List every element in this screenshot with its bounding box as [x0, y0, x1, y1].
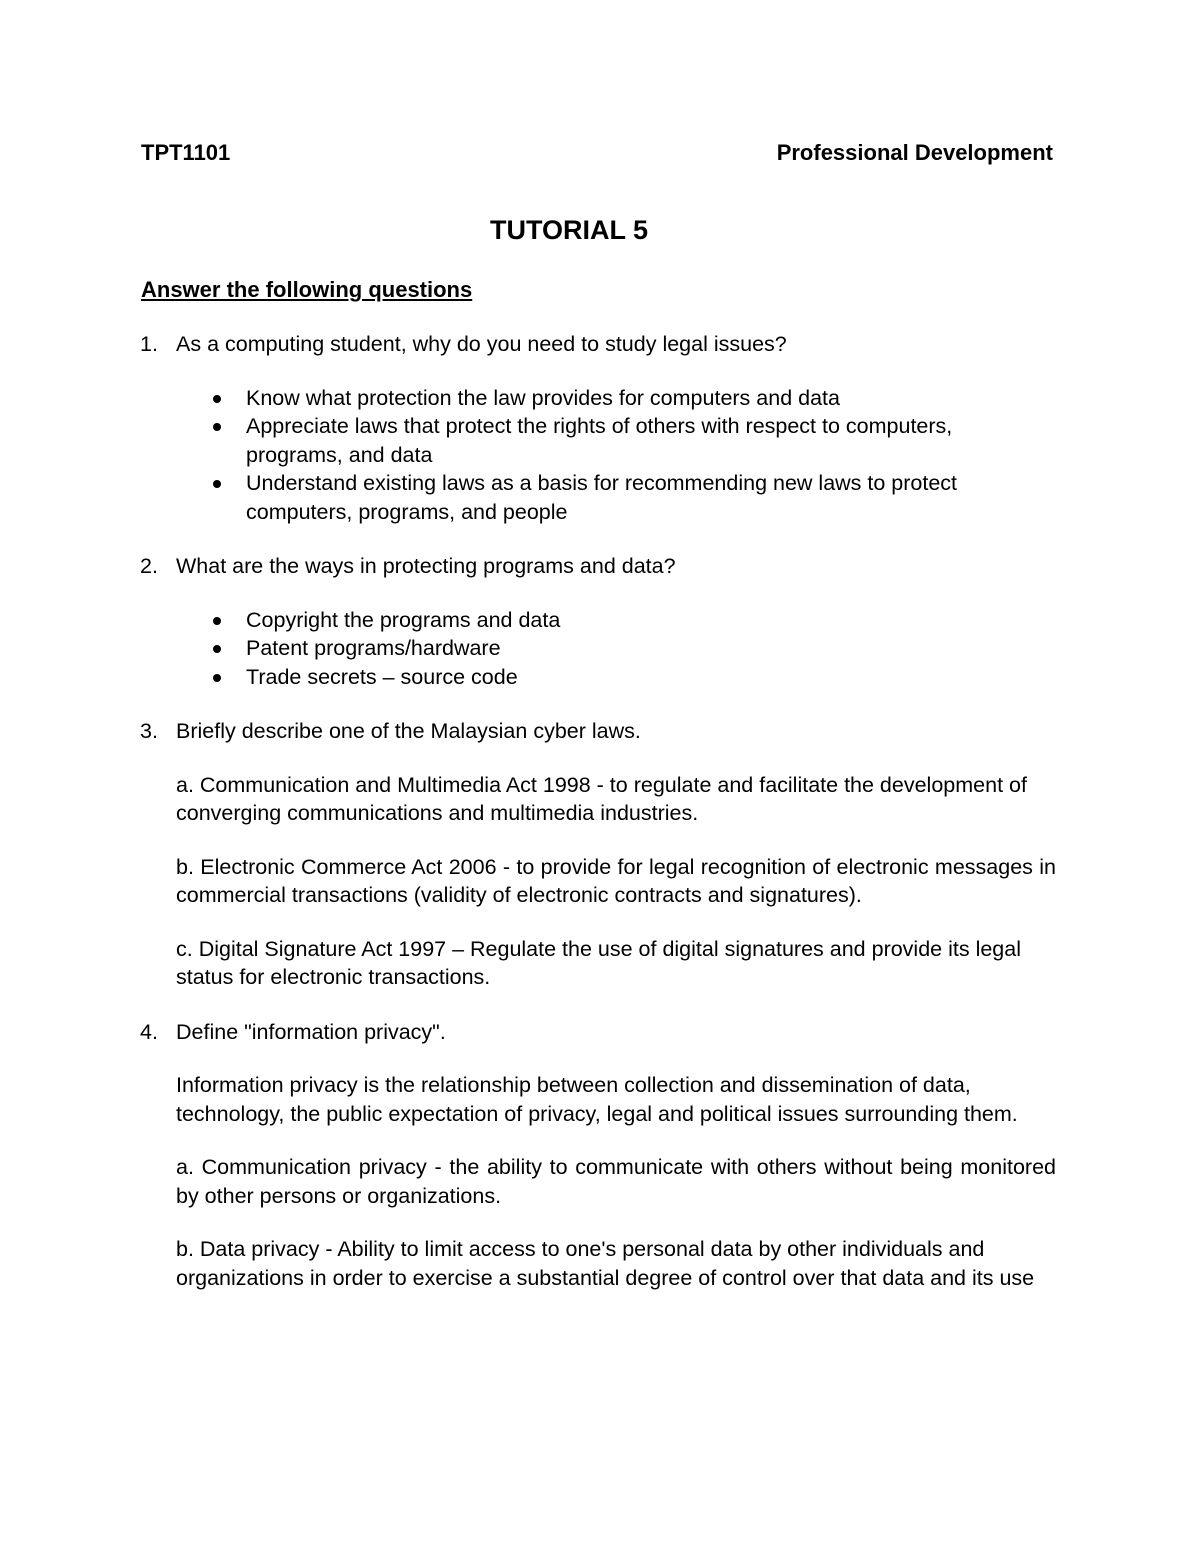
- course-name: Professional Development: [776, 140, 1053, 165]
- answer-paragraph: b. Data privacy - Ability to limit access to one's personal data by other individuals and organizations in order to exercise a substantial degree of control over that data and its use: [176, 1237, 1035, 1290]
- list-item: Trade secrets – source code: [246, 663, 1046, 692]
- answer-paragraph: c. Digital Signature Act 1997 – Regulate the use of digital signatures and provide its legal status for electronic transactions.: [176, 936, 1021, 989]
- bullet-icon: [213, 645, 221, 653]
- list-item: Copyright the programs and data: [246, 606, 1046, 635]
- questions-body: [0, 330, 1200, 1292]
- list-item: Understand existing laws as a basis for recommending new laws to protect computers, programs, and people: [246, 469, 1046, 526]
- list-item: Appreciate laws that protect the rights of others with respect to computers, programs, and data: [246, 412, 1046, 469]
- page-header: [141, 140, 1053, 166]
- question-4: [140, 1018, 1056, 1047]
- question-text: As a computing student, why do you need to study legal issues?: [176, 332, 787, 356]
- question-number: 3.: [140, 719, 158, 743]
- question-text: Define "information privacy".: [176, 1019, 446, 1044]
- bullet-icon: [213, 395, 221, 403]
- bullet-icon: [213, 617, 221, 625]
- document-title: TUTORIAL 5: [489, 215, 649, 245]
- question-number: 2.: [140, 554, 158, 578]
- question-1: [140, 330, 1056, 359]
- question-2: [140, 552, 1056, 581]
- question-text: What are the ways in protecting programs and data?: [176, 554, 676, 578]
- question-text: Briefly describe one of the Malaysian cyber laws.: [176, 719, 641, 743]
- bullet-icon: [213, 423, 221, 431]
- question-number: 1.: [140, 332, 158, 356]
- answer-paragraph: b. Electronic Commerce Act 2006 - to provide for legal recognition of electronic messages in commercial transactions (validity of electronic contracts and signatures).: [176, 854, 1056, 907]
- bullet-icon: [213, 480, 221, 488]
- list-item: Patent programs/hardware: [246, 634, 1046, 663]
- bullet-icon: [213, 674, 221, 682]
- question-3: [140, 717, 1056, 746]
- instructions-heading: Answer the following questions: [141, 277, 473, 302]
- answer-list: [246, 384, 1046, 527]
- answer-list: [246, 606, 1046, 692]
- answer-paragraph: Information privacy is the relationship between collection and dissemination of data, technology, the public expectation of privacy, legal and political issues surrounding them.: [176, 1073, 1018, 1126]
- question-number: 4.: [140, 1019, 158, 1044]
- answer-paragraph: a. Communication and Multimedia Act 1998 - to regulate and facilitate the development of converging communications and multimedia industries.: [176, 772, 1027, 825]
- list-item: Know what protection the law provides for computers and data: [246, 384, 1046, 413]
- course-code: TPT1101: [141, 140, 231, 165]
- answer-paragraph: a. Communication privacy - the ability to communicate with others without being monitored by other persons or organizations.: [176, 1155, 1056, 1208]
